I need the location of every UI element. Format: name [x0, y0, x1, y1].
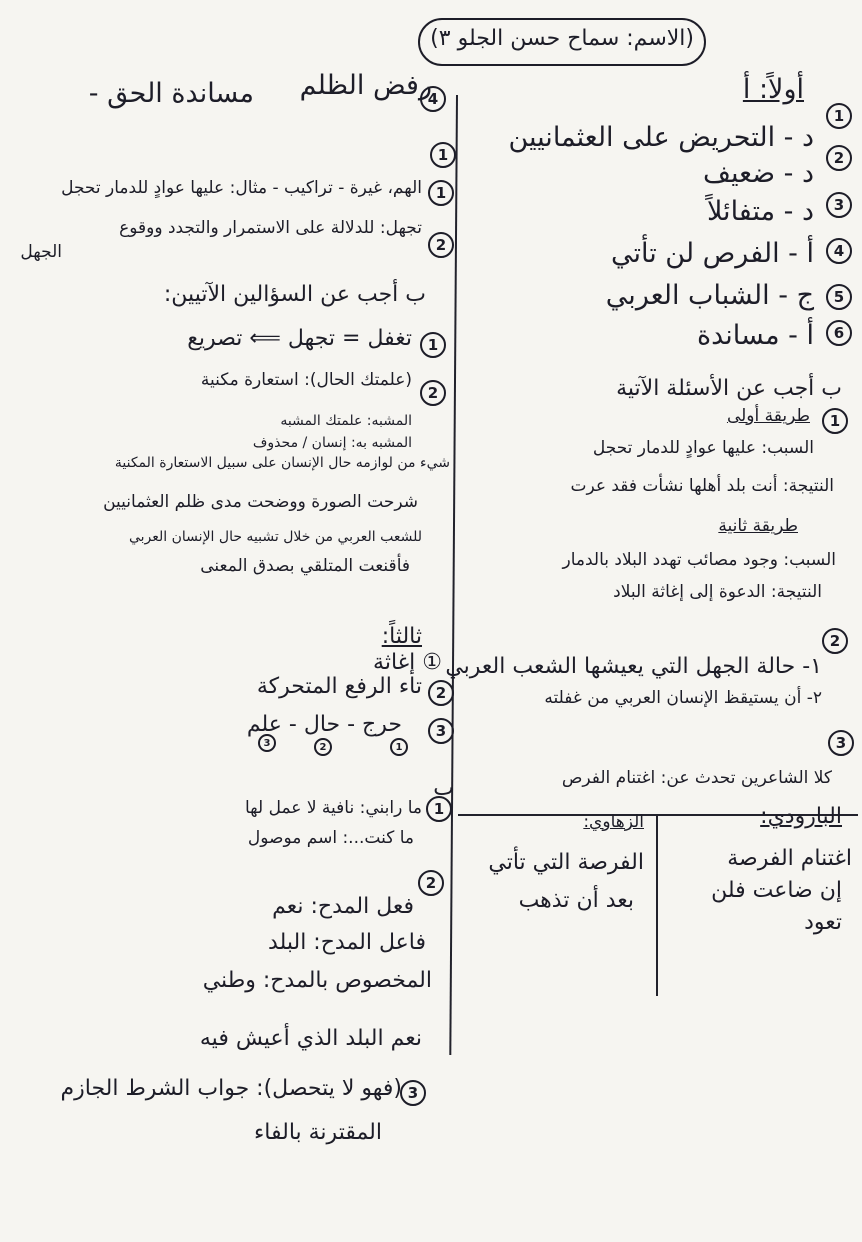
baroudi-title: البارودي: [760, 804, 842, 829]
b-item2-line-4: شرحت الصورة ووضحت مدى ظلم العثمانيين [103, 492, 418, 512]
baroudi-line-3: تعود [804, 910, 842, 935]
bb-item2-line-b: فاعل المدح: البلد [268, 930, 426, 955]
third-line-2: تاء الرفع المتحركة [256, 674, 422, 699]
b-item2-number: 2 [420, 380, 446, 406]
b-item2-line-1: المشبه: علمتك المشبه [280, 413, 412, 429]
bb-item2-line-a: فعل المدح: نعم [272, 894, 414, 919]
answer-2-number: 2 [826, 145, 852, 171]
third-line-1: ① إغاثة [373, 650, 442, 675]
table-middle-line [656, 814, 658, 996]
answer-4-number: 4 [826, 238, 852, 264]
third-line-3: حرج - حال - علم [246, 712, 402, 737]
bb-item1-line-b: ما كنت...: اسم موصول [247, 828, 414, 848]
third-line-3-number: 3 [428, 718, 454, 744]
s1-item2-line-a: تجهل: للدلالة على الاستمرار والتجدد ووقوع [119, 218, 422, 238]
b-item1: تغفل = تجهل ⟸ تصريع [187, 326, 412, 351]
answer-3: د - متفائلاً [706, 196, 814, 227]
bb-item1-line-a: ما رابني: نافية لا عمل لها [244, 798, 422, 818]
section-number: 4 [420, 86, 446, 112]
bb-item1-number: 1 [426, 796, 452, 822]
third-sub-3: 3 [258, 734, 276, 752]
way2-title: طريقة ثانية [718, 516, 798, 536]
way2-result: النتيجة: الدعوة إلى إغاثة البلاد [613, 582, 822, 602]
s1-item1: الهم، غيرة - تراكيب - مثال: عليها عوادٍ للدمار تحجل [61, 178, 422, 198]
bb-item3-line-b: المقترنة بالفاء [253, 1120, 382, 1145]
bb-item2-number: 2 [418, 870, 444, 896]
q1-number: 1 [822, 408, 848, 434]
bb-item3-line-a: (فهو لا يتحصل): جواب الشرط الجازم [60, 1076, 402, 1101]
answer-2: د - ضعيف [703, 158, 814, 189]
b-heading-right: ب أجب عن الأسئلة الآتية [616, 376, 842, 401]
answer-3-number: 3 [826, 192, 852, 218]
q2-line-1: ١- حالة الجهل التي يعيشها الشعب العربي [445, 654, 822, 679]
bb-heading: ب [433, 776, 454, 801]
zahawi-line-1: الفرصة التي تأتي [488, 850, 644, 875]
bb-item2-line-d: نعم البلد الذي أعيش فيه [199, 1026, 422, 1051]
way1-result: النتيجة: أنت بلد أهلها نشأت فقد عرت [570, 476, 834, 496]
s1-item1-number: 1 [428, 180, 454, 206]
lesson-title: رفض الظلم [299, 70, 432, 101]
bb-item2-line-c: المخصوص بالمدح: وطني [202, 968, 432, 993]
s1-item2-line-b: الجهل [20, 242, 62, 262]
b-item2-line-2: المشبه به: إنسان / محذوف [252, 435, 412, 451]
zahawi-title: الزهاوي: [583, 812, 644, 832]
q2-number: 2 [822, 628, 848, 654]
answer-4: أ - الفرص لن تأتي [610, 238, 814, 269]
answer-5: ج - الشباب العربي [605, 280, 814, 311]
third-heading: ثالثاً: [381, 624, 422, 649]
b-item2-line-5: للشعب العربي من خلال تشبيه حال الإنسان العربي [128, 529, 422, 545]
b-heading-left: ب أجب عن السؤالين الآتيين: [163, 282, 426, 307]
way1-title: طريقة أولى [726, 406, 810, 426]
third-sub-2: 2 [314, 738, 332, 756]
answer-1: د - التحريض على العثمانيين [508, 122, 814, 153]
s1-item2-number: 2 [428, 232, 454, 258]
answer-6: أ - مساندة [696, 320, 814, 351]
b-item2-line-3: شيء من لوازمه حال الإنسان على سبيل الاستعارة المكنية [114, 455, 450, 471]
answer-6-number: 6 [826, 320, 852, 346]
baroudi-line-2: إن ضاعت فلن [711, 878, 842, 903]
way2-cause: السبب: وجود مصائب تهدد البلاد بالدمار [562, 550, 836, 570]
bb-item3-number: 3 [400, 1080, 426, 1106]
b-item1-number: 1 [420, 332, 446, 358]
third-sub-1: 1 [390, 738, 408, 756]
third-line-2-number: 2 [428, 680, 454, 706]
lesson-subject: مساندة الحق - [88, 78, 254, 109]
q3-number: 3 [828, 730, 854, 756]
way1-cause: السبب: عليها عوادٍ للدمار تحجل [592, 438, 814, 458]
zahawi-line-2: بعد أن تذهب [518, 888, 634, 913]
answer-5-number: 5 [826, 284, 852, 310]
b-item2-line-6: فأقنعت المتلقي بصدق المعنى [200, 556, 410, 576]
first-heading: أولاً: أ [742, 74, 804, 105]
q3-line: كلا الشاعرين تحدث عن: اغتنام الفرص [561, 768, 832, 788]
student-name: (الاسم: سماح حسن الجلو ٣) [430, 26, 694, 51]
b-item2: (علمتك الحال): استعارة مكنية [200, 370, 412, 390]
answer-1-number: 1 [826, 103, 852, 129]
s1-number: 1 [430, 142, 456, 168]
q2-line-2: ٢- أن يستيقظ الإنسان العربي من غفلته [544, 688, 822, 708]
baroudi-line-1: اغتنام الفرصة [727, 846, 852, 871]
